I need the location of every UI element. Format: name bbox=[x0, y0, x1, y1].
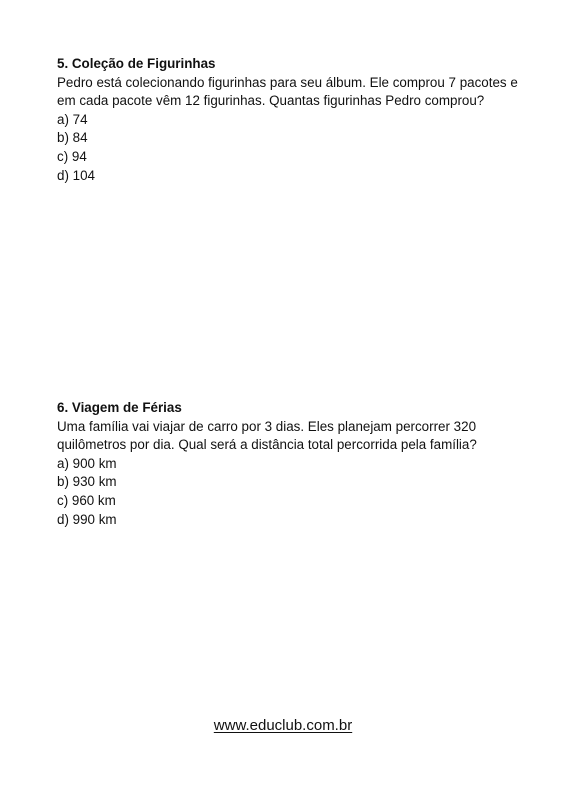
option-d: d) 990 km bbox=[57, 511, 117, 527]
option-c: c) 960 km bbox=[57, 492, 116, 508]
question-6 bbox=[57, 399, 527, 529]
question-title: 6. Viagem de Férias bbox=[57, 400, 182, 415]
option-a: a) 74 bbox=[57, 111, 88, 127]
question-text: Pedro está colecionando figurinhas para seu álbum. Ele comprou 7 pacotes e em cada pacote vêm 12 figurinhas. Quantas figurinhas Pedro comprou? bbox=[57, 74, 518, 109]
option-d: d) 104 bbox=[57, 167, 95, 183]
question-text: Uma família vai viajar de carro por 3 dias. Eles planejam percorrer 320 quilômetros por dia. Qual será a distância total percorrida pela família? bbox=[57, 418, 477, 453]
option-c: c) 94 bbox=[57, 148, 87, 164]
answer-options bbox=[57, 455, 527, 529]
footer bbox=[0, 716, 566, 736]
option-a: a) 900 km bbox=[57, 455, 117, 471]
option-b: b) 84 bbox=[57, 130, 88, 146]
option-b: b) 930 km bbox=[57, 474, 117, 490]
question-5 bbox=[57, 55, 527, 185]
question-title: 5. Coleção de Figurinhas bbox=[57, 56, 216, 71]
answer-options bbox=[57, 111, 527, 185]
website-link[interactable]: www.educlub.com.br bbox=[213, 717, 353, 734]
